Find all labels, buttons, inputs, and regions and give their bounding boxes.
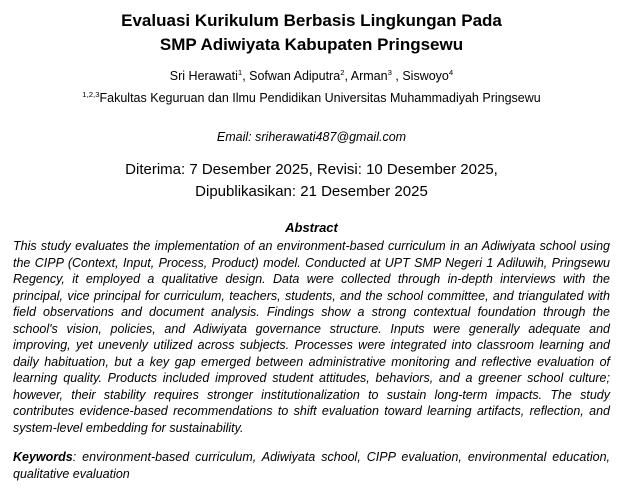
author-name: Siswoyo xyxy=(402,69,449,83)
affiliation-text: Fakultas Keguruan dan Ilmu Pendidikan Universitas Muhammadiyah Pringsewu xyxy=(99,91,541,105)
keywords-line xyxy=(13,449,610,482)
author-name: Sofwan Adiputra xyxy=(249,69,341,83)
abstract-heading: Abstract xyxy=(285,220,338,235)
affiliation-line xyxy=(13,87,610,109)
affiliation-sup: 1,2,3 xyxy=(82,89,100,99)
author-separator: , xyxy=(344,69,351,83)
email-line: Email: sriherawati487@gmail.com xyxy=(216,130,407,144)
dates-line2: Dipublikasikan: 21 Desember 2025 xyxy=(195,183,428,200)
author-sup: 1 xyxy=(237,67,243,77)
author-line xyxy=(13,65,610,87)
paper-title xyxy=(13,9,610,57)
dates-block xyxy=(13,159,610,203)
author xyxy=(351,69,403,83)
author-sup: 2 xyxy=(340,67,345,77)
keywords-label: Keywords xyxy=(13,450,73,464)
author-sup: 4 xyxy=(448,67,454,77)
author xyxy=(170,69,249,83)
dates-line1: Diterima: 7 Desember 2025, Revisi: 10 Desember 2025, xyxy=(125,161,498,178)
author-name: Sri Herawati xyxy=(169,69,238,83)
abstract-body: This study evaluates the implementation of an environment-based curriculum in an Adiwiyata school using the CIPP (Context, Input, Process, Product) model. Conducted at UPT SMP Negeri 1 Adiluwih, Pringsewu Regency, it employed a qualitative design. Data were collected through in-depth interviews with the principal, vice principal for curriculum, teachers, students, and the school committee, and triangulated with field observations and document analysis. Findings show a strong contextual foundation through the school's vision, policies, and Adiwiyata governance structure. Inputs were generally adequate and improving, yet unevenly utilized across subjects. Processes were integrated into classroom learning and daily habituation, but a key gap emerged between administrative monitoring and reflective evaluation of learning quality. Products included improved student attitudes, behaviors, and a greener school culture; however, their stability requires stronger institutionalization to sustain long-term impacts. The study contributes evidence-based recommendations to shift evaluation toward learning artifacts, reflection, and system-level embedding for sustainability. xyxy=(13,239,610,435)
author-separator: , xyxy=(391,69,403,83)
author-block xyxy=(13,65,610,109)
paper-title-line1: Evaluasi Kurikulum Berbasis Lingkungan Pada xyxy=(121,11,502,30)
keywords-text: : environment-based curriculum, Adiwiyata school, CIPP evaluation, environmental education, qualitative evaluation xyxy=(13,450,610,481)
paper-title-line2: SMP Adiwiyata Kabupaten Pringsewu xyxy=(159,35,464,54)
author xyxy=(249,69,351,83)
author-sup: 3 xyxy=(387,67,392,77)
author-name: Arman xyxy=(350,69,388,83)
author-separator: , xyxy=(242,69,250,83)
author xyxy=(402,69,453,83)
